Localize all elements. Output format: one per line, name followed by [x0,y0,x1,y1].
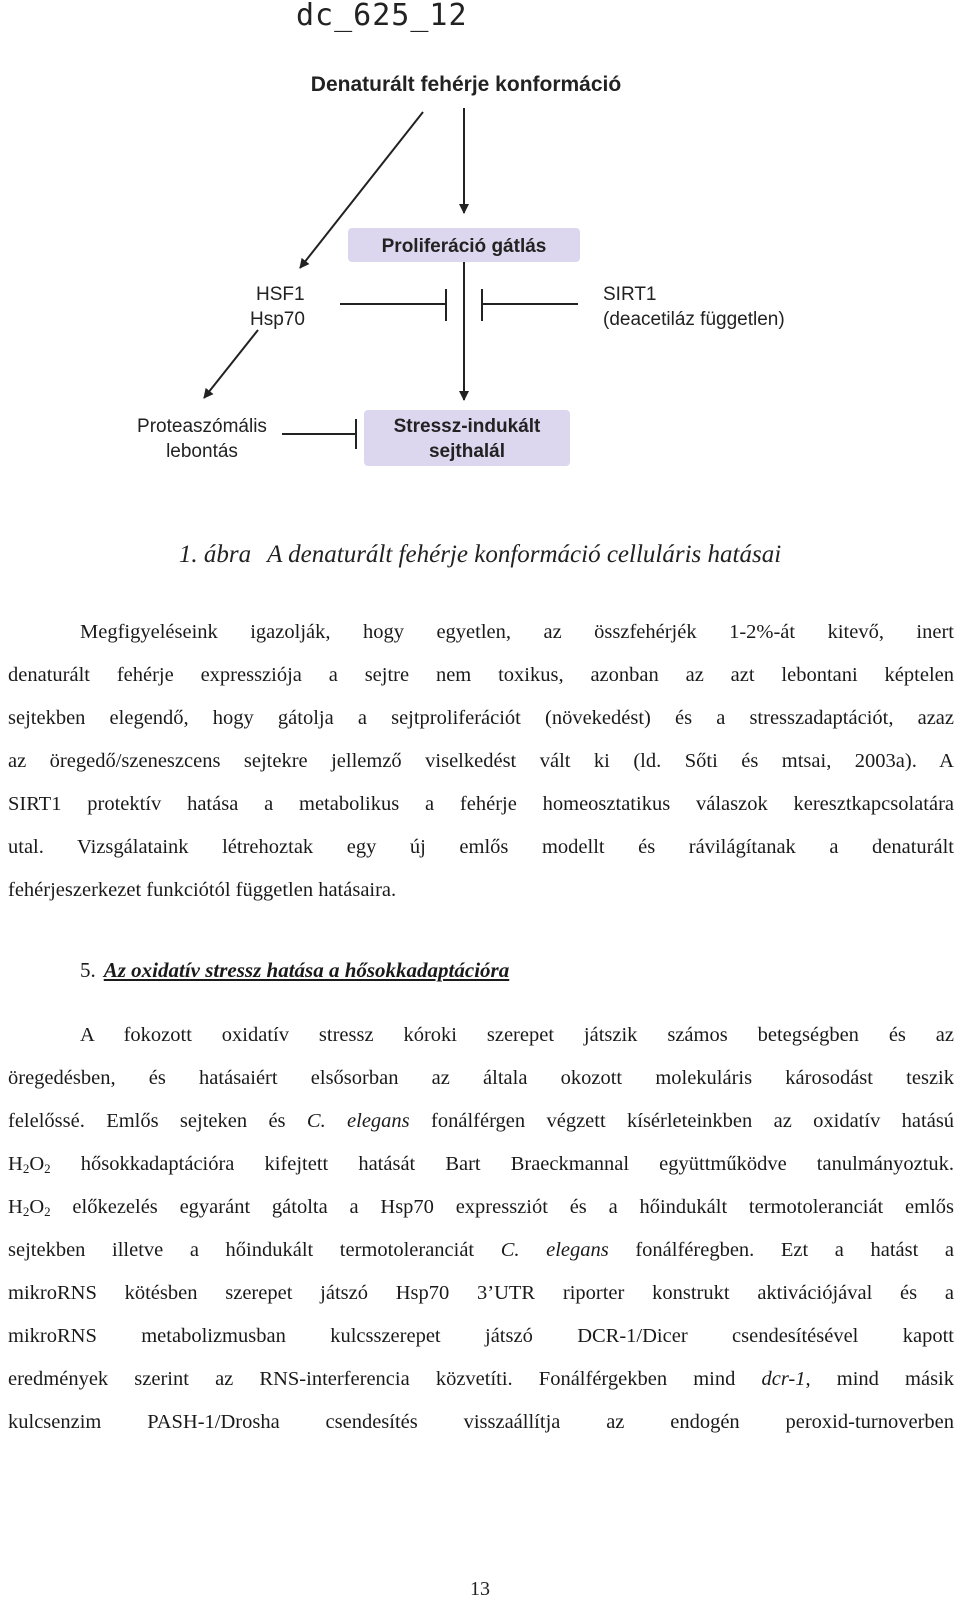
paragraph-line: $H_2O_2$ hősokkadaptációra kifejtett hatását Bart Braeckmannal együttműködve tanulmányoztuk. [8,1153,955,1176]
paragraph-line: sejtekben illetve a hőindukált termotoleranciát C. elegans fonálféregben. Ezt a hatást a [8,1239,954,1261]
cell-death-box-line2: sejthalál [428,441,506,462]
paragraph-line: SIRT1 protektív hatása a metabolikus a fehérje homeosztatikus válaszok keresztkapcsolatára [8,793,954,815]
paragraph-line: mikroRNS metabolizmusban kulcsszerepet játszó DCR-1/Dicer csendesítésével kapott [8,1325,954,1347]
diagram-top-label: Denaturált fehérje konformáció [310,73,622,96]
sirt1-label: SIRT1 [603,284,657,305]
section-heading [80,958,509,983]
figure-caption-text: A denaturált fehérje konformáció celluláris hatásai [267,541,782,568]
proteasome-label-line2: lebontás [166,441,238,462]
gene-name: dcr-1 [761,1368,806,1390]
formula-h2o2: $H_2O_2$ [8,1196,51,1219]
page-number: 13 [470,1578,490,1600]
paragraph-line: sejtekben elegendő, hogy gátolja a sejtproliferációt (növekedést) és a stresszadaptációt, azaz [8,707,954,729]
proteasome-label-line1: Proteaszómális [137,416,267,437]
paragraph-line: $H_2O_2$ előkezelés egyaránt gátolta a Hsp70 expressziót és a hőindukált termotoleranciát emlős [8,1196,955,1219]
paragraph-line: öregedésben, és hatásaiért elsősorban az általa okozott molekuláris károsodást teszik [8,1067,954,1089]
figure-caption-label: 1. ábra [178,541,252,568]
species-name: C. elegans [500,1239,609,1261]
arrow-to-proteasome [204,330,258,398]
section-number: 5. [80,958,96,982]
hsf1-label: HSF1 [256,284,305,305]
paragraph-line: az öregedő/szeneszcens sejtekre jellemző viselkedést vált ki (ld. Sőti és mtsai, 2003a). A [8,750,954,772]
paragraph-line: eredmények szerint az RNS-interferencia közvetíti. Fonálférgekben mind dcr-1, mind másik [8,1368,955,1390]
proliferation-box-label: Proliferáció gátlás [381,236,547,257]
paragraph-line: utal. Vizsgálataink létrehoztak egy új emlős modellt és rávilágítanak a denaturált [8,836,954,858]
figure-caption [0,541,960,569]
paragraph-line: fehérjeszerkezet funkciótól független hatásaira. [8,879,397,901]
paragraph-line: denaturált fehérje expressziója a sejtre nem toxikus, azonban az azt lebontani képtelen [8,664,954,686]
paragraph-line: A fokozott oxidatív stressz kóroki szerepet játszik számos betegségben és az [80,1024,954,1046]
sirt1-note: (deacetiláz független) [603,309,785,330]
document-code-header: dc_625_12 [296,0,468,33]
section-title: Az oxidatív stressz hatása a hősokkadaptációra [103,958,510,982]
figure-diagram [0,0,960,500]
hsp70-label: Hsp70 [250,309,305,330]
species-name: C. elegans [306,1110,410,1132]
cell-death-box-line1: Stressz-indukált [393,416,541,437]
paragraph-line: mikroRNS kötésben szerepet játszó Hsp70 3’UTR riporter konstrukt aktivációjával és a [8,1282,954,1304]
paragraph-line: felelőssé. Emlős sejteken és C. elegans fonálférgen végzett kísérleteinkben az oxidatív hatású [8,1110,955,1132]
paragraph-line: kulcsenzim PASH-1/Drosha csendesítés visszaállítja az endogén peroxid-turnoverben [8,1411,954,1433]
formula-h2o2: $H_2O_2$ [8,1153,51,1176]
paragraph-line: Megfigyeléseink igazolják, hogy egyetlen, az összfehérjék 1-2%-át kitevő, inert [80,621,954,643]
